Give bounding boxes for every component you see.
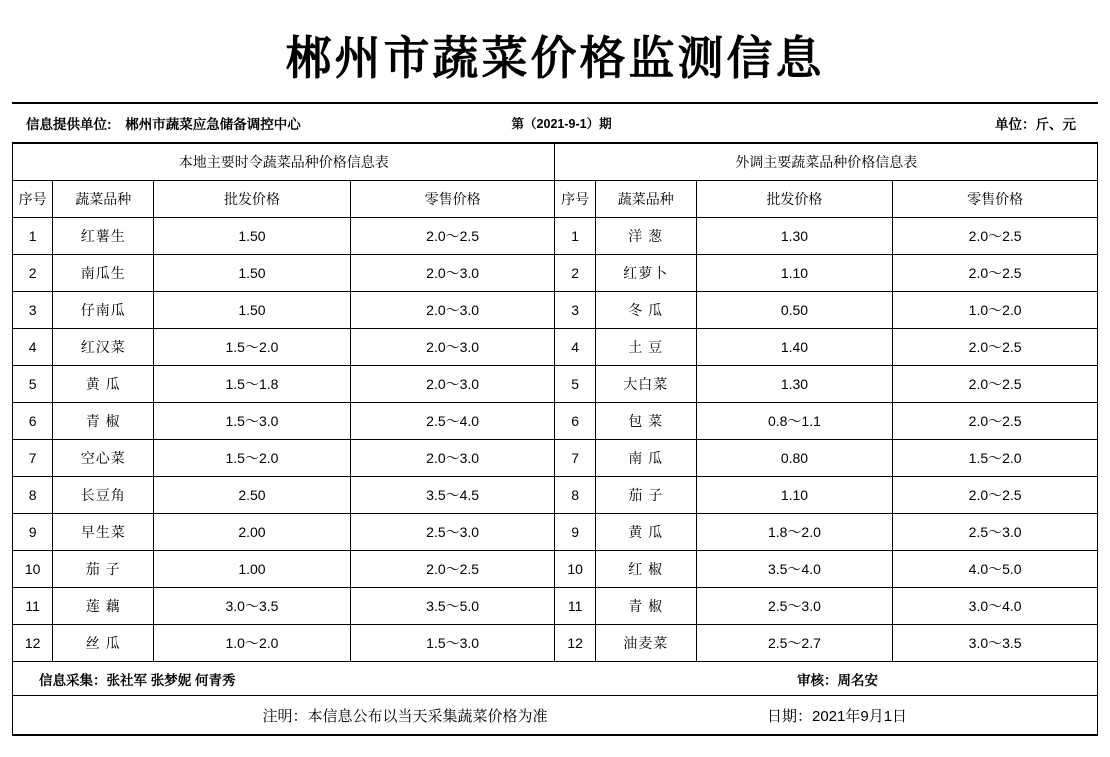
col-head-local-retail: 零售价格 <box>350 181 555 218</box>
local-wholesale: 3.0～3.5 <box>154 588 351 625</box>
table-row <box>13 588 1098 625</box>
table-row <box>13 440 1098 477</box>
table-row <box>13 477 1098 514</box>
col-head-imported-wholesale: 批发价格 <box>696 181 893 218</box>
imported-no: 10 <box>555 551 595 588</box>
local-retail: 3.5～5.0 <box>350 588 555 625</box>
imported-wholesale: 0.80 <box>696 440 893 477</box>
provider-label: 信息提供单位: <box>26 117 112 132</box>
imported-name: 黄 瓜 <box>595 514 696 551</box>
section-heading-imported: 外调主要蔬菜品种价格信息表 <box>555 144 1098 181</box>
imported-name: 南 瓜 <box>595 440 696 477</box>
note-text: 注明：本信息公布以当天采集蔬菜价格为准 <box>262 707 548 725</box>
local-no: 5 <box>13 366 53 403</box>
local-wholesale: 1.5～1.8 <box>154 366 351 403</box>
auditor-text: 审核：周名安 <box>797 672 878 688</box>
local-no: 3 <box>13 292 53 329</box>
local-no: 8 <box>13 477 53 514</box>
table-row <box>13 329 1098 366</box>
imported-name: 油麦菜 <box>595 625 696 662</box>
section-heading-local: 本地主要时令蔬菜品种价格信息表 <box>13 144 555 181</box>
imported-no: 5 <box>555 366 595 403</box>
imported-retail: 2.5～3.0 <box>893 514 1098 551</box>
provider-value: 郴州市蔬菜应急储备调控中心 <box>125 117 301 132</box>
imported-name: 冬 瓜 <box>595 292 696 329</box>
imported-wholesale: 0.50 <box>696 292 893 329</box>
imported-no: 7 <box>555 440 595 477</box>
imported-no: 4 <box>555 329 595 366</box>
local-wholesale: 1.50 <box>154 292 351 329</box>
local-name: 莲 藕 <box>53 588 154 625</box>
imported-wholesale: 2.5～2.7 <box>696 625 893 662</box>
local-retail: 2.0～2.5 <box>350 218 555 255</box>
imported-wholesale: 1.10 <box>696 255 893 292</box>
collector-text: 信息采集：张社军 张梦妮 何青秀 <box>39 672 236 688</box>
imported-retail: 2.0～2.5 <box>893 329 1098 366</box>
imported-retail: 3.0～4.0 <box>893 588 1098 625</box>
col-head-local-wholesale: 批发价格 <box>154 181 351 218</box>
imported-no: 9 <box>555 514 595 551</box>
imported-wholesale: 1.8～2.0 <box>696 514 893 551</box>
local-name: 丝 瓜 <box>53 625 154 662</box>
local-retail: 2.0～3.0 <box>350 366 555 403</box>
local-name: 茄 子 <box>53 551 154 588</box>
note-row <box>12 696 1098 736</box>
imported-name: 青 椒 <box>595 588 696 625</box>
table-row <box>13 218 1098 255</box>
local-retail: 1.5～3.0 <box>350 625 555 662</box>
local-retail: 2.5～3.0 <box>350 514 555 551</box>
local-no: 6 <box>13 403 53 440</box>
imported-wholesale: 3.5～4.0 <box>696 551 893 588</box>
meta-bar <box>12 104 1098 143</box>
imported-retail: 2.0～2.5 <box>893 403 1098 440</box>
col-head-imported-retail: 零售价格 <box>893 181 1098 218</box>
imported-no: 11 <box>555 588 595 625</box>
imported-retail: 3.0～3.5 <box>893 625 1098 662</box>
local-retail: 2.0～3.0 <box>350 255 555 292</box>
imported-wholesale: 1.30 <box>696 366 893 403</box>
table-row <box>13 292 1098 329</box>
local-no: 12 <box>13 625 53 662</box>
local-name: 南瓜生 <box>53 255 154 292</box>
imported-wholesale: 0.8～1.1 <box>696 403 893 440</box>
local-name: 空心菜 <box>53 440 154 477</box>
imported-retail: 2.0～2.5 <box>893 477 1098 514</box>
local-name: 青 椒 <box>53 403 154 440</box>
local-wholesale: 1.5～2.0 <box>154 329 351 366</box>
local-name: 黄 瓜 <box>53 366 154 403</box>
local-wholesale: 1.5～3.0 <box>154 403 351 440</box>
imported-name: 大白菜 <box>595 366 696 403</box>
date-text: 日期：2021年9月1日 <box>767 707 908 725</box>
local-no: 1 <box>13 218 53 255</box>
imported-name: 红萝卜 <box>595 255 696 292</box>
local-name: 仔南瓜 <box>53 292 154 329</box>
local-name: 早生菜 <box>53 514 154 551</box>
imported-wholesale: 1.10 <box>696 477 893 514</box>
imported-no: 6 <box>555 403 595 440</box>
imported-no: 3 <box>555 292 595 329</box>
local-no: 10 <box>13 551 53 588</box>
page-title: 郴州市蔬菜价格监测信息 <box>285 31 825 85</box>
local-no: 4 <box>13 329 53 366</box>
local-wholesale: 1.5～2.0 <box>154 440 351 477</box>
local-name: 红薯生 <box>53 218 154 255</box>
local-no: 2 <box>13 255 53 292</box>
imported-retail: 2.0～2.5 <box>893 366 1098 403</box>
column-header-row <box>13 181 1098 218</box>
imported-no: 12 <box>555 625 595 662</box>
imported-no: 2 <box>555 255 595 292</box>
local-name: 红汉菜 <box>53 329 154 366</box>
imported-wholesale: 2.5～3.0 <box>696 588 893 625</box>
local-wholesale: 1.50 <box>154 218 351 255</box>
imported-name: 洋 葱 <box>595 218 696 255</box>
col-head-imported-no: 序号 <box>555 181 595 218</box>
imported-retail: 2.0～2.5 <box>893 255 1098 292</box>
imported-name: 红 椒 <box>595 551 696 588</box>
imported-retail: 1.5～2.0 <box>893 440 1098 477</box>
imported-wholesale: 1.40 <box>696 329 893 366</box>
local-wholesale: 1.50 <box>154 255 351 292</box>
local-wholesale: 1.00 <box>154 551 351 588</box>
local-retail: 2.0～3.0 <box>350 292 555 329</box>
imported-name: 包 菜 <box>595 403 696 440</box>
imported-wholesale: 1.30 <box>696 218 893 255</box>
collector-row <box>12 662 1098 696</box>
table-row <box>13 551 1098 588</box>
unit-label: 单位：斤、元 <box>994 117 1076 132</box>
imported-retail: 1.0～2.0 <box>893 292 1098 329</box>
table-row <box>13 366 1098 403</box>
imported-retail: 2.0～2.5 <box>893 218 1098 255</box>
price-table <box>12 143 1098 662</box>
local-no: 7 <box>13 440 53 477</box>
local-name: 长豆角 <box>53 477 154 514</box>
imported-retail: 4.0～5.0 <box>893 551 1098 588</box>
col-head-local-name: 蔬菜品种 <box>53 181 154 218</box>
section-heading-row <box>13 144 1098 181</box>
local-wholesale: 1.0～2.0 <box>154 625 351 662</box>
local-retail: 2.0～3.0 <box>350 440 555 477</box>
imported-name: 土 豆 <box>595 329 696 366</box>
imported-name: 茄 子 <box>595 477 696 514</box>
table-row <box>13 514 1098 551</box>
table-row <box>13 403 1098 440</box>
local-wholesale: 2.00 <box>154 514 351 551</box>
imported-no: 8 <box>555 477 595 514</box>
imported-no: 1 <box>555 218 595 255</box>
provider-block <box>12 113 512 133</box>
local-retail: 2.5～4.0 <box>350 403 555 440</box>
local-retail: 3.5～4.5 <box>350 477 555 514</box>
issue-number: 第（2021-9-1）期 <box>511 117 612 131</box>
local-no: 11 <box>13 588 53 625</box>
col-head-local-no: 序号 <box>13 181 53 218</box>
table-row <box>13 255 1098 292</box>
local-no: 9 <box>13 514 53 551</box>
local-retail: 2.0～3.0 <box>350 329 555 366</box>
col-head-imported-name: 蔬菜品种 <box>595 181 696 218</box>
local-retail: 2.0～2.5 <box>350 551 555 588</box>
local-wholesale: 2.50 <box>154 477 351 514</box>
table-row <box>13 625 1098 662</box>
